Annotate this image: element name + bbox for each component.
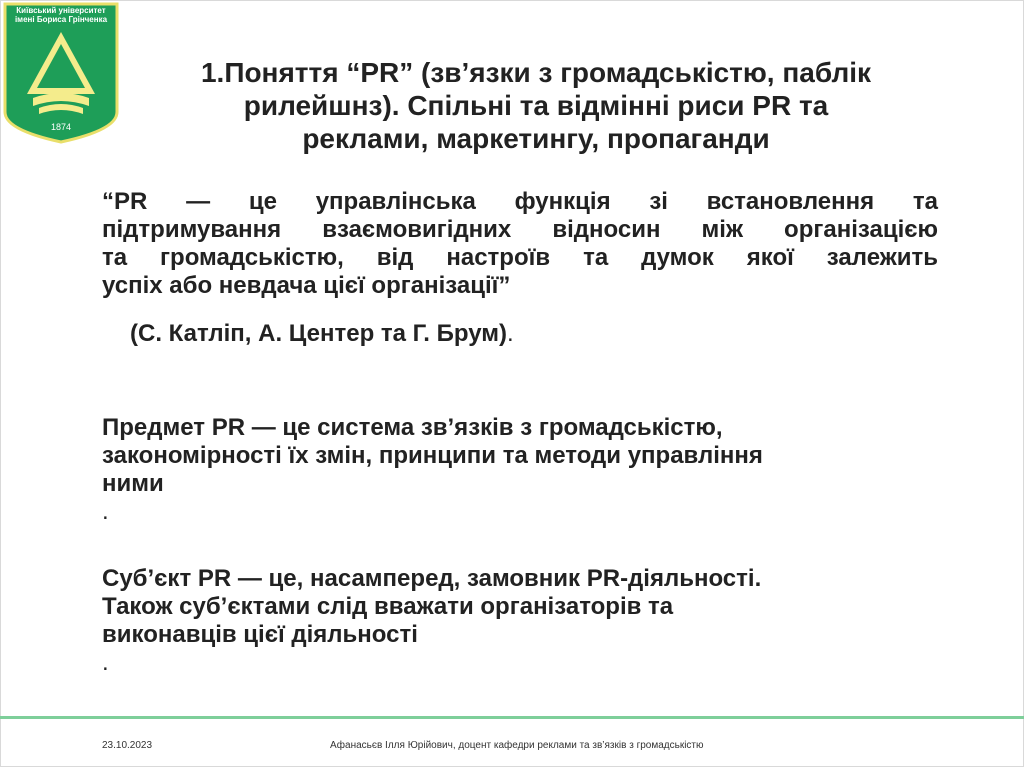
paragraph-line <box>102 621 761 677</box>
paragraph-line: Предмет PR — це система зв’язків з громадськістю, <box>102 414 723 441</box>
pr-subject-matter-paragraph <box>102 414 763 526</box>
university-logo <box>3 2 119 144</box>
logo-caption-line2: імені Бориса Грінченка <box>14 15 108 24</box>
source-text: (С. Катліп, А. Центер та Г. Брум) <box>130 320 507 347</box>
paragraph-line: Суб’єкт PR — це, насамперед, замовник PR-діяльності. <box>102 565 762 592</box>
pr-definition-quote <box>102 188 938 300</box>
quote-line: “PR — це управлінська функція зі встановлення та <box>102 188 938 215</box>
pr-subject-paragraph <box>102 565 761 677</box>
title-line: рилейшнз). Спільні та відмінні риси PR та <box>243 90 829 121</box>
quote-line: підтримування взаємовигідних відносин між організацією <box>102 216 938 243</box>
paragraph-line: закономірності їх змін, принципи та методи управління <box>102 442 763 469</box>
footer-date: 23.10.2023 <box>102 740 153 751</box>
paragraph-line-text: ними <box>102 470 164 497</box>
footer-divider <box>0 716 1024 719</box>
paragraph-end: . <box>102 498 109 525</box>
paragraph-line <box>102 470 763 526</box>
paragraph-line: Також суб’єктами слід вважати організаторів та <box>102 593 674 620</box>
quote-line: та громадськістю, від настроїв та думок якої залежить <box>102 244 938 271</box>
slide-title <box>128 56 944 155</box>
title-line: 1.Поняття “PR” (зв’язки з громадськістю, паблік <box>200 57 872 88</box>
footer-author: Афанасьєв Ілля Юрійович, доцент кафедри реклами та зв’язків з громадськістю <box>330 740 704 751</box>
source-end: . <box>506 320 514 347</box>
title-line: реклами, маркетингу, пропаганди <box>302 123 770 154</box>
quote-source <box>130 320 514 348</box>
logo-caption-line1: Київський університет <box>16 6 106 15</box>
paragraph-line-text: виконавців цієї діяльності <box>102 621 418 648</box>
logo-year: 1874 <box>50 122 72 132</box>
paragraph-end: . <box>102 649 109 676</box>
quote-line: успіх або невдача цієї організації” <box>102 272 511 299</box>
